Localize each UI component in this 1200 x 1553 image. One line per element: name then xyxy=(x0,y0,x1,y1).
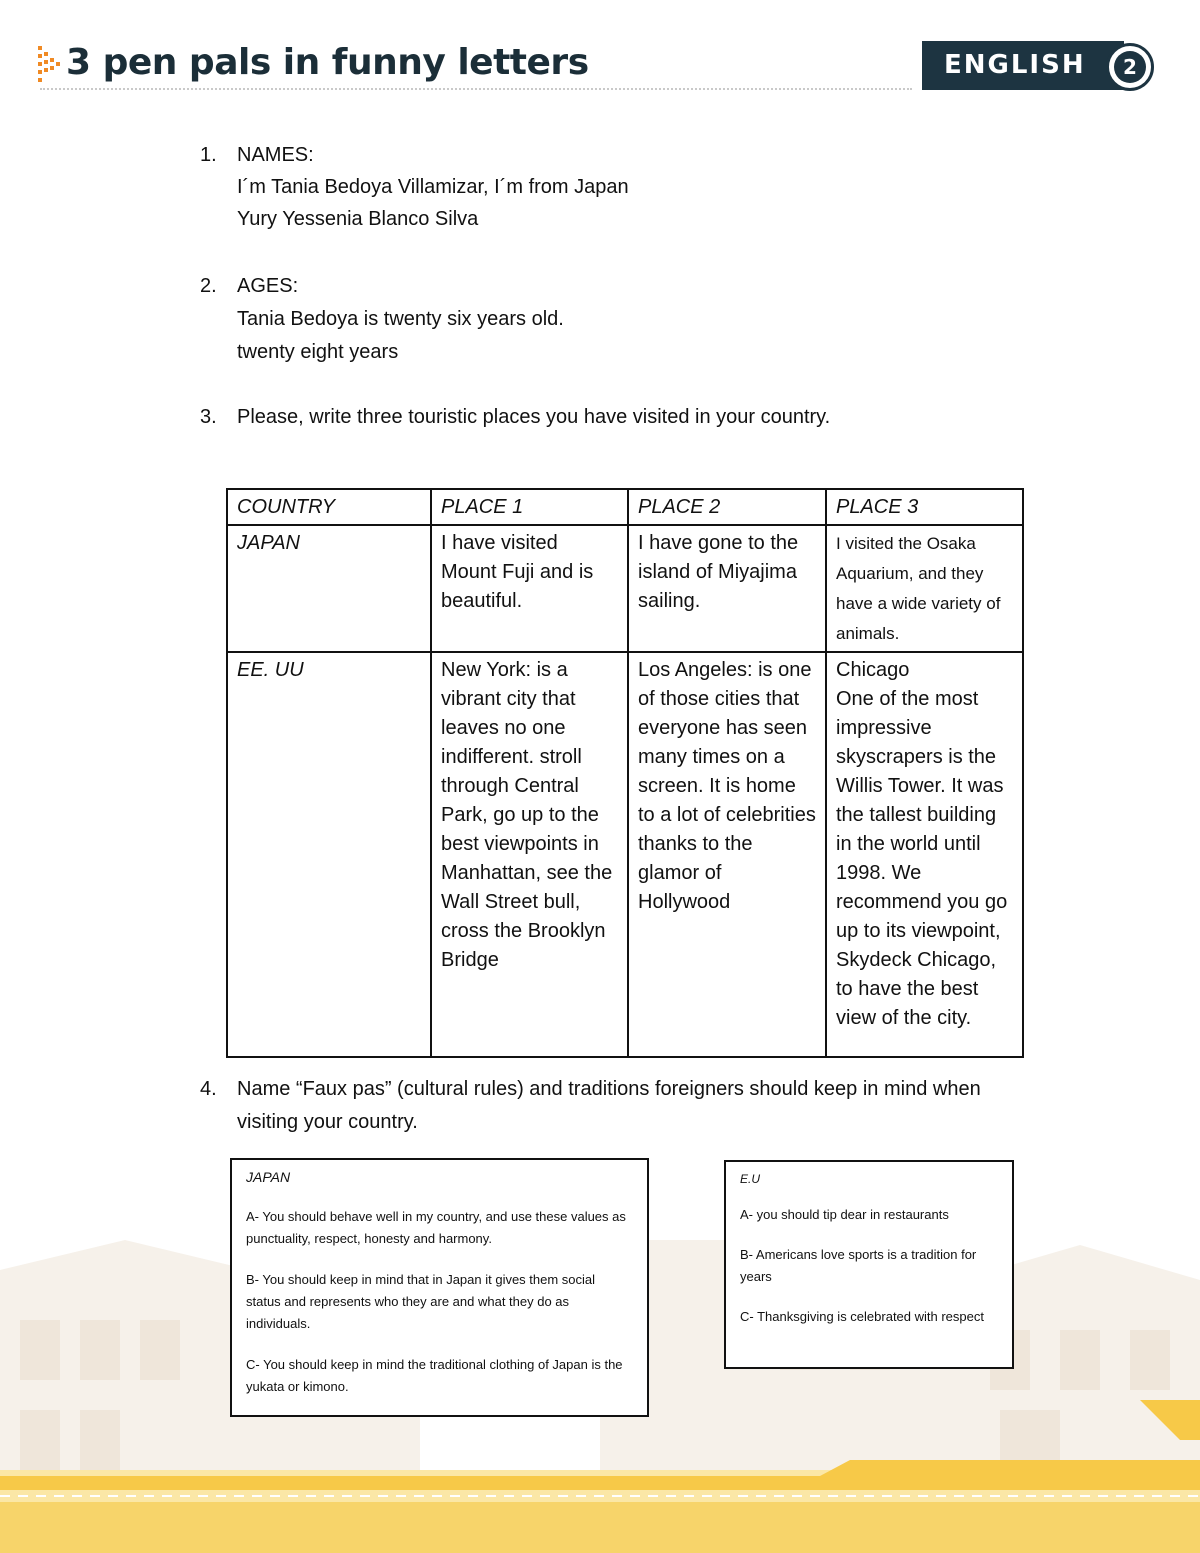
question-number: 3. xyxy=(200,406,217,428)
badge-box xyxy=(922,41,1124,90)
country-cell: JAPAN xyxy=(227,525,431,652)
faux-pas-item: A- you should tip dear in restaurants xyxy=(740,1207,949,1222)
faux-pas-box-japan xyxy=(230,1158,649,1417)
faux-pas-item: B- Americans love sports is a tradition for years xyxy=(740,1247,977,1284)
question-label: AGES: xyxy=(237,275,299,297)
column-header-place3: PLACE 3 xyxy=(826,489,1023,525)
faux-pas-box-eu xyxy=(724,1160,1014,1369)
table-header-row xyxy=(227,489,1023,525)
column-header-place1: PLACE 1 xyxy=(431,489,628,525)
answer-line: Yury Yessenia Blanco Silva xyxy=(237,208,479,230)
question-label: Please, write three touristic places you have visited in your country. xyxy=(237,406,831,428)
page-title: 3 pen pals in funny letters xyxy=(66,42,589,83)
column-header-country: COUNTRY xyxy=(227,489,431,525)
answer-line: I´m Tania Bedoya Villamizar, I´m from Japan xyxy=(237,176,629,198)
question-label: Name “Faux pas” (cultural rules) and traditions foreigners should keep in mind when visiting your country. xyxy=(237,1078,981,1133)
faux-pas-item: C- You should keep in mind the traditional clothing of Japan is the yukata or kimono. xyxy=(246,1357,623,1394)
answer-line: Tania Bedoya is twenty six years old. xyxy=(237,308,564,330)
question-label: NAMES: xyxy=(237,144,314,166)
arrow-logo-icon xyxy=(38,44,62,84)
badge-label: ENGLISH xyxy=(944,50,1086,80)
place-cell: Los Angeles: is one of those cities that everyone has seen many times on a screen. It is home to a lot of celebrities thanks to the glamor of Hollywood xyxy=(628,652,826,1057)
table-row xyxy=(227,652,1023,1057)
box-title: E.U xyxy=(740,1172,761,1186)
badge-number: 2 xyxy=(1114,51,1146,83)
place-cell xyxy=(826,652,1023,1057)
faux-pas-item: C- Thanksgiving is celebrated with respect xyxy=(740,1309,984,1324)
faux-pas-item: B- You should keep in mind that in Japan it gives them social status and represents who they are and what they do as individuals. xyxy=(246,1272,596,1331)
place-cell: I have gone to the island of Miyajima sailing. xyxy=(628,525,826,652)
place-description: One of the most impressive skyscrapers is the Willis Tower. It was the tallest building in the world until 1998. We recommend you go up to its viewpoint, Skydeck Chicago, to have the best view of the city. xyxy=(836,688,1008,1029)
course-badge xyxy=(922,41,1158,90)
table-row xyxy=(227,525,1023,652)
header-divider xyxy=(40,88,912,90)
place-cell: I visited the Osaka Aquarium, and they have a wide variety of animals. xyxy=(826,525,1023,652)
places-table xyxy=(226,488,1024,1058)
answer-line: twenty eight years xyxy=(237,341,399,363)
place-cell: I have visited Mount Fuji and is beautiful. xyxy=(431,525,628,652)
place-title: Chicago xyxy=(836,659,910,681)
badge-number-circle xyxy=(1106,43,1154,91)
column-header-place2: PLACE 2 xyxy=(628,489,826,525)
country-cell: EE. UU xyxy=(227,652,431,1057)
question-number: 2. xyxy=(200,275,217,297)
faux-pas-item: A- You should behave well in my country, and use these values as punctuality, respect, honesty and harmony. xyxy=(246,1209,626,1246)
question-number: 4. xyxy=(200,1078,217,1100)
box-title: JAPAN xyxy=(246,1169,291,1185)
question-number: 1. xyxy=(200,144,217,166)
place-cell: New York: is a vibrant city that leaves no one indifferent. stroll through Central Park, go up to the best viewpoints in Manhattan, see the Wall Street bull, cross the Brooklyn Bridge xyxy=(431,652,628,1057)
